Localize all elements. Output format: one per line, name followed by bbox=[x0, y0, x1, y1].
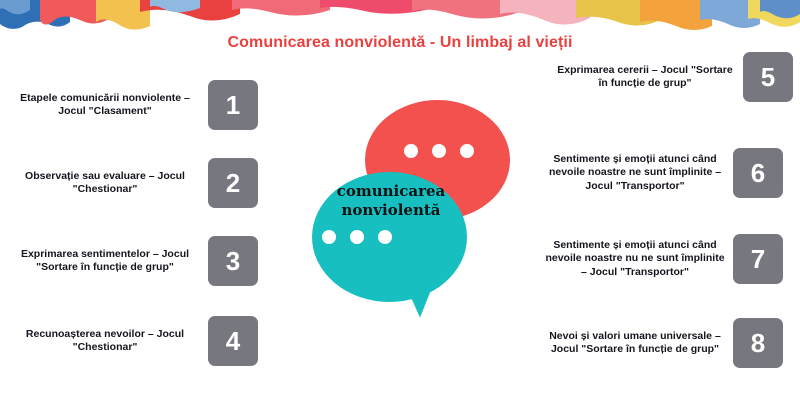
step-item-4 bbox=[10, 316, 258, 366]
step-item-1 bbox=[10, 80, 258, 130]
step-item-6 bbox=[545, 148, 783, 198]
paint-splash-banner bbox=[0, 0, 800, 34]
step-number-3: 3 bbox=[208, 236, 258, 286]
step-item-2 bbox=[10, 158, 258, 208]
step-label-6: Sentimente și emoții atunci când nevoile noastre ne sunt împlinite – Jocul "Transportor" bbox=[548, 152, 722, 192]
step-number-6: 6 bbox=[733, 148, 783, 198]
step-label-4: Recunoașterea nevoilor – Jocul "Chestionar" bbox=[25, 327, 185, 353]
step-item-8 bbox=[545, 318, 783, 368]
dot bbox=[322, 230, 336, 244]
step-number-5: 5 bbox=[743, 52, 793, 102]
page-title: Comunicarea nonviolentă - Un limbaj al vieții bbox=[227, 34, 573, 51]
central-speech-bubbles bbox=[300, 100, 510, 330]
step-number-1: 1 bbox=[208, 80, 258, 130]
step-number-2: 2 bbox=[208, 158, 258, 208]
step-label-7: Sentimente și emoții atunci când nevoile noastre nu ne sunt împlinite – Jocul "Transportor" bbox=[545, 238, 725, 278]
red-bubble-dots bbox=[404, 144, 474, 158]
dot bbox=[404, 144, 418, 158]
dot bbox=[460, 144, 474, 158]
step-label-5: Exprimarea cererii – Jocul "Sortare în funcție de grup" bbox=[557, 63, 733, 89]
dot bbox=[378, 230, 392, 244]
step-number-4: 4 bbox=[208, 316, 258, 366]
step-item-7 bbox=[545, 234, 783, 284]
step-label-8: Nevoi și valori umane universale – Jocul "Sortare în funcție de grup" bbox=[549, 329, 721, 355]
step-label-2: Observație sau evaluare – Jocul "Chestionar" bbox=[25, 169, 185, 195]
step-item-3 bbox=[10, 236, 258, 286]
step-number-7: 7 bbox=[733, 234, 783, 284]
dot bbox=[350, 230, 364, 244]
teal-bubble-dots bbox=[322, 230, 392, 244]
dot bbox=[432, 144, 446, 158]
step-label-3: Exprimarea sentimentelor – Jocul "Sortare în funcție de grup" bbox=[20, 247, 190, 273]
step-item-5 bbox=[555, 52, 793, 102]
step-number-8: 8 bbox=[733, 318, 783, 368]
center-label: comunicarea nonviolentă bbox=[336, 182, 446, 219]
step-label-1: Etapele comunicării nonviolente – Jocul "Clasament" bbox=[20, 91, 190, 117]
